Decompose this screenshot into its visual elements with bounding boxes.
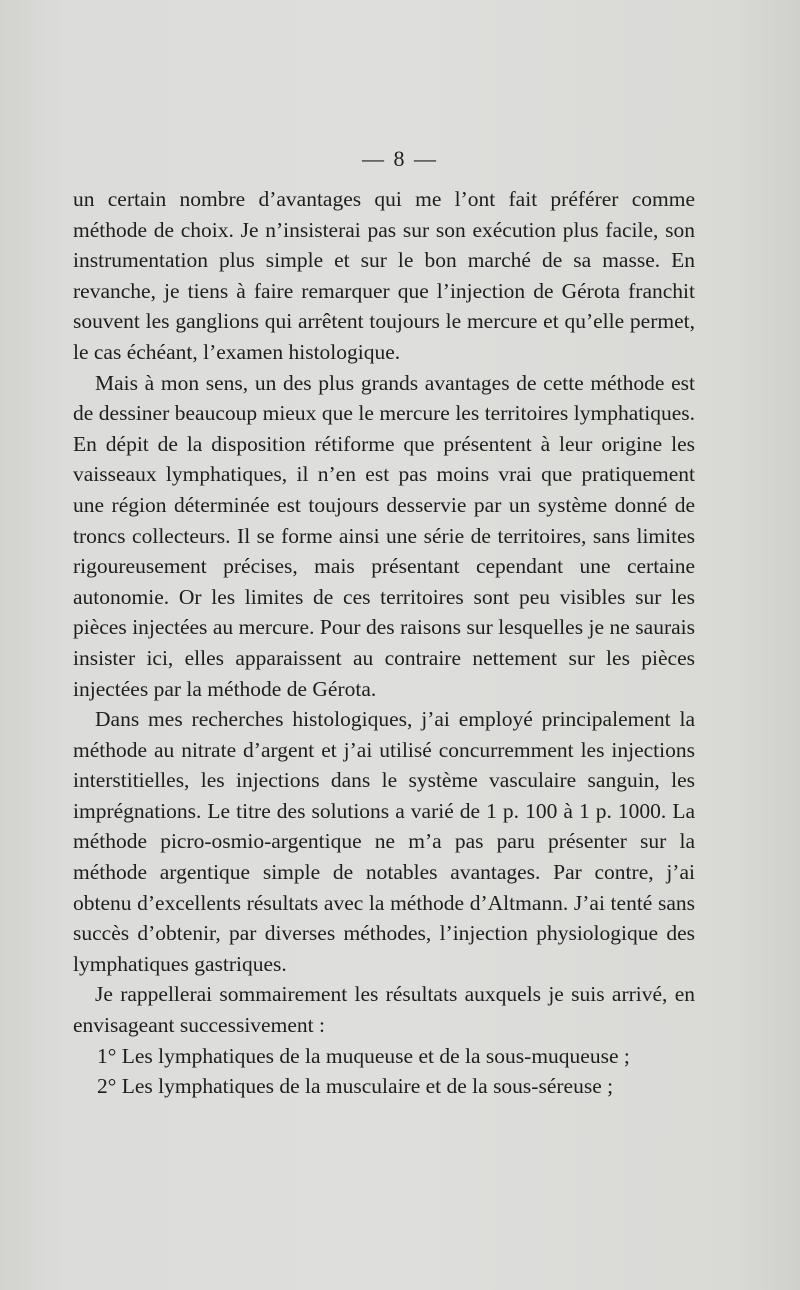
list-item-1: 1° Les lymphatiques de la muqueuse et de la sous-muqueuse ; — [97, 1043, 630, 1068]
paragraph-4: Je rappellerai sommairement les résultats auxquels je suis arrivé, en envisageant successivement : — [73, 982, 695, 1038]
page-number: — 8 — — [362, 146, 438, 171]
paragraph-3: Dans mes recherches histologiques, j’ai employé principalement la méthode au nitrate d’argent et j’ai utilisé concurremment les injections interstitielles, les injections dans le système vasculaire sanguin, les imprégnations. Le titre des solutions a varié de 1 p. 100 à 1 p. 1000. La méthode picro-osmio-argentique ne m’a pas paru présenter sur la méthode argentique simple de notables avantages. Par contre, j’ai obtenu d’excellents résultats avec la méthode d’Altmann. J’ai tenté sans succès d’obtenir, par diverses méthodes, l’injection physiologique des lymphatiques gastriques. — [73, 707, 695, 976]
paragraph-2: Mais à mon sens, un des plus grands avantages de cette méthode est de dessiner beaucoup mieux que le mercure les territoires lymphatiques. En dépit de la disposition rétiforme que présentent à leur origine les vaisseaux lymphatiques, il n’en est pas moins vrai que pratiquement une région déterminée est toujours desservie par un système donné de troncs collecteurs. Il se forme ainsi une série de territoires, sans limites rigoureusement précises, mais présentant cependant une certaine autonomie. Or les limites de ces territoires sont peu visibles sur les pièces injectées au mercure. Pour des raisons sur lesquelles je ne saurais insister ici, elles apparaissent au contraire nettement sur les pièces injectées par la méthode de Gérota. — [73, 370, 695, 701]
body-text — [73, 184, 695, 1102]
list-item-2: 2° Les lymphatiques de la musculaire et de la sous-séreuse ; — [97, 1074, 614, 1099]
paragraph-1: un certain nombre d’avantages qui me l’ont fait préférer comme méthode de choix. Je n’insisterai pas sur son exécution plus facile, son instrumentation plus simple et sur le bon marché de sa masse. En revanche, je tiens à faire remarquer que l’injection de Gérota franchit souvent les ganglions qui arrêtent toujours le mercure et qu’elle permet, le cas échéant, l’examen histologique. — [73, 187, 695, 364]
